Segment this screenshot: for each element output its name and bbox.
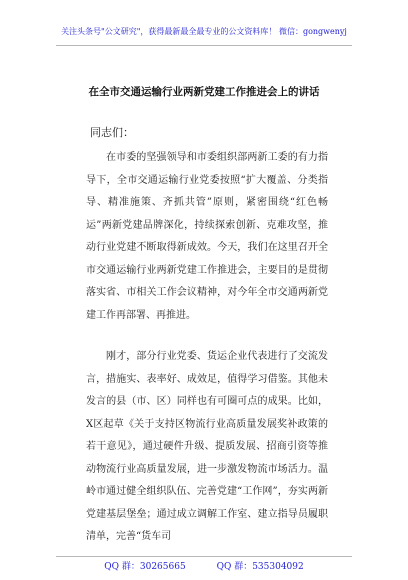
footer-qq-group-1: QQ 群：30265665 [104, 562, 186, 572]
footer [0, 559, 408, 572]
salutation: 同志们： [90, 126, 134, 139]
paragraph-2: 刚才，部分行业党委、货运企业代表进行了交流发言，措施实、表率好、成效足，值得学习借鉴。其他未发言的县（市、区）同样也有可圈可点的成果。比如，X区起草《关于支持区物流行业高质量发展奖补政策的若干意见》，通过硬件升级、提质发展、招商引资等推动物流行业高质量发展，进一步激发物流市场活力。温岭市通过健全组织队伍、完善党建“工作网”，夯实两新党建基层堡垒；通过成立调解工作室、建立指导员履职清单，完善“货车司 [86, 351, 328, 542]
footer-divider [56, 556, 352, 557]
header-promo: 关注头条号"公文研究"，获得最新最全最专业的公文资料库！ 微信：gongwenyj [61, 27, 347, 36]
document-title: 在全市交通运输行业两新党建工作推进会上的讲话 [88, 86, 320, 98]
footer-qq-group-2: QQ 群：535304092 [216, 562, 304, 572]
paragraph-1: 在市委的坚强领导和市委组织部两新工委的有力指导下，全市交通运输行业党委按照“扩大覆盖、分类指导、精准施策、齐抓共管”原则，紧密围绕“红色畅运”两新党建品牌深化，持续探索创新、克难攻坚，推动行业党建不断取得新成效。今天，我们在这里召开全市交通运输行业两新党建工作推进会，主要目的是贯彻落实省、市相关工作会议精神，对今年全市交通两新党建工作再部署、再推进。 [86, 152, 328, 321]
header-divider [56, 45, 352, 46]
